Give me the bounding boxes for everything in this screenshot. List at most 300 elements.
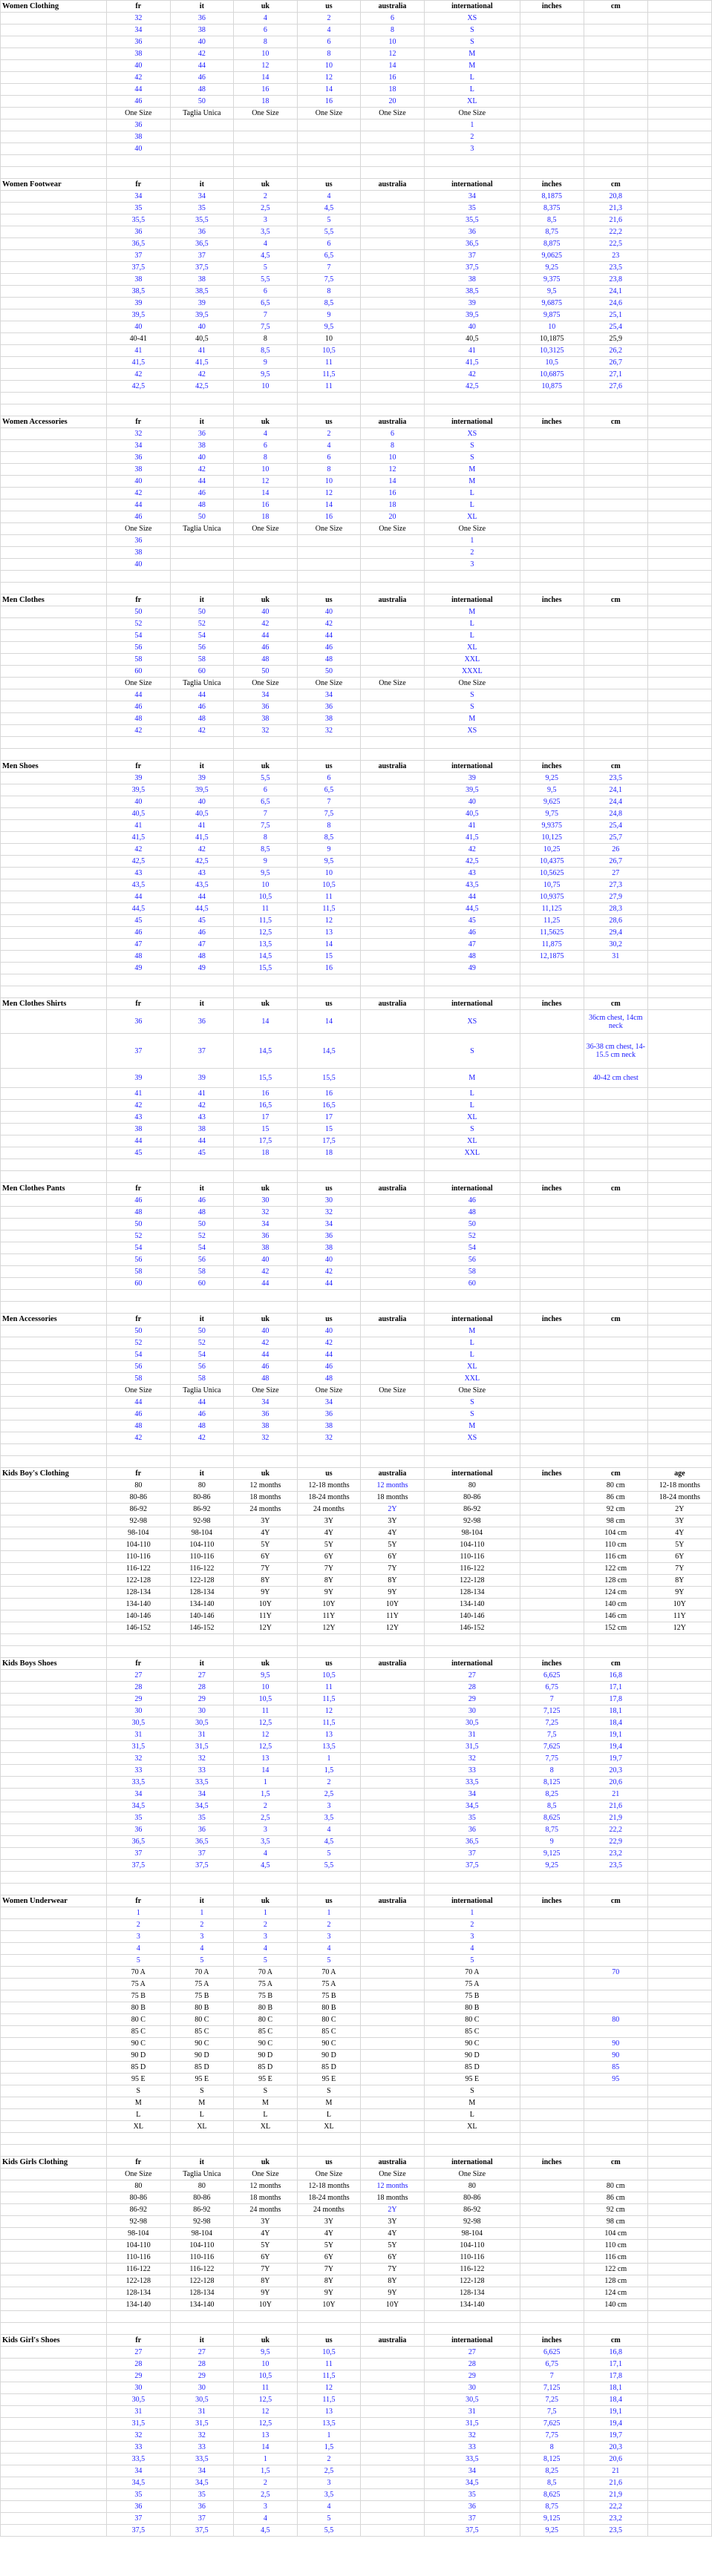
size-cell: 75 B: [106, 1990, 170, 2002]
empty-cell: [170, 1872, 233, 1884]
size-cell: [520, 1575, 584, 1587]
size-cell: [584, 1278, 647, 1290]
column-header: inches: [520, 2157, 584, 2169]
size-cell: [647, 262, 711, 274]
size-cell: 46: [170, 701, 233, 713]
size-cell: 7,5: [520, 1729, 584, 1741]
size-cell: 28,6: [584, 915, 647, 927]
size-cell: 12 months: [360, 2180, 424, 2192]
size-cell: [520, 1515, 584, 1527]
size-cell: [647, 2525, 711, 2537]
size-cell: 37,5: [106, 1860, 170, 1872]
size-cell: [360, 191, 424, 203]
column-header: [647, 2157, 711, 2169]
empty-cell: [233, 1302, 297, 1314]
size-cell: One Size: [106, 108, 170, 119]
size-cell: 85 D: [106, 2062, 170, 2074]
size-cell: 48: [106, 951, 170, 963]
size-cell: 28: [170, 1682, 233, 1694]
empty-cell: [297, 155, 360, 167]
size-cell: 18 months: [233, 1492, 297, 1504]
size-cell: 92-98: [425, 2216, 520, 2228]
size-cell: 52: [170, 1337, 233, 1349]
size-cell: 34: [425, 1789, 520, 1800]
size-cell: [520, 2097, 584, 2109]
section-title: Men Clothes Pants: [1, 1183, 107, 1195]
size-cell: 60: [170, 1278, 233, 1290]
size-cell: [647, 1337, 711, 1349]
size-cell: 5,5: [233, 773, 297, 784]
size-cell: 3: [297, 2477, 360, 2489]
size-cell: 3Y: [297, 1515, 360, 1527]
column-header: australia: [360, 998, 424, 1010]
size-cell: 128-134: [106, 1587, 170, 1599]
size-cell: 116-122: [170, 1563, 233, 1575]
size-cell: 2: [106, 1919, 170, 1931]
size-cell: 2,5: [233, 1812, 297, 1824]
size-cell: [360, 1860, 424, 1872]
size-cell: S: [425, 440, 520, 452]
size-cell: 8,25: [520, 2465, 584, 2477]
empty-cell: [425, 1302, 520, 1314]
empty-cell: [520, 2145, 584, 2157]
row-label: [1, 1325, 107, 1337]
size-cell: 30,5: [106, 2394, 170, 2406]
size-cell: 5Y: [360, 2240, 424, 2252]
size-cell: 43,5: [425, 879, 520, 891]
size-row: [1, 1397, 712, 1409]
size-cell: 11: [233, 903, 297, 915]
column-header: it: [170, 998, 233, 1010]
column-header: international: [425, 1314, 520, 1325]
size-cell: 3Y: [297, 2216, 360, 2228]
empty-cell: [425, 1884, 520, 1895]
empty-cell: [520, 1456, 584, 1468]
size-cell: [360, 2525, 424, 2537]
size-cell: 42: [297, 1266, 360, 1278]
size-cell: 34: [170, 191, 233, 203]
size-cell: 31: [584, 951, 647, 963]
row-label: [1, 131, 107, 143]
size-cell: 4Y: [360, 1527, 424, 1539]
size-cell: [520, 1622, 584, 1634]
size-row: [1, 1943, 712, 1955]
size-cell: 15,5: [233, 963, 297, 974]
row-label: [1, 2204, 107, 2216]
size-row: [1, 796, 712, 808]
size-cell: [520, 1219, 584, 1230]
size-cell: [584, 1242, 647, 1254]
size-cell: 12: [297, 915, 360, 927]
size-cell: 50: [170, 511, 233, 523]
size-cell: [647, 796, 711, 808]
empty-cell: [360, 1456, 424, 1468]
size-cell: [584, 1135, 647, 1147]
size-cell: [520, 523, 584, 535]
size-cell: 58: [106, 1373, 170, 1385]
row-label: [1, 60, 107, 72]
size-cell: 4: [106, 1943, 170, 1955]
section-header-row: [1, 179, 712, 191]
column-header: [647, 2335, 711, 2347]
size-cell: 46: [106, 1409, 170, 1420]
blank-row: [1, 1646, 712, 1658]
size-cell: [647, 654, 711, 666]
empty-cell: [520, 167, 584, 179]
size-cell: [360, 250, 424, 262]
row-label: [1, 1515, 107, 1527]
size-cell: 44: [297, 1349, 360, 1361]
size-cell: [520, 1551, 584, 1563]
size-cell: [360, 1349, 424, 1361]
size-row: [1, 559, 712, 571]
size-cell: [647, 1931, 711, 1943]
size-cell: 6: [233, 286, 297, 298]
size-cell: [647, 879, 711, 891]
size-cell: 22,2: [584, 1824, 647, 1836]
row-label: [1, 832, 107, 844]
size-cell: 17: [233, 1112, 297, 1124]
size-cell: 12 months: [233, 2180, 297, 2192]
size-cell: 35: [425, 2489, 520, 2501]
size-cell: 75 A: [106, 1979, 170, 1990]
row-label: [1, 226, 107, 238]
size-cell: 7Y: [297, 2264, 360, 2275]
size-cell: [647, 2442, 711, 2454]
size-cell: 8,125: [520, 2454, 584, 2465]
size-cell: [360, 1242, 424, 1254]
size-cell: 6,5: [233, 796, 297, 808]
size-cell: 39: [106, 773, 170, 784]
row-label: [1, 1266, 107, 1278]
size-cell: 36: [106, 36, 170, 48]
size-cell: M: [425, 713, 520, 725]
size-cell: [360, 1990, 424, 2002]
size-cell: [520, 1979, 584, 1990]
size-cell: 9Y: [233, 1587, 297, 1599]
size-cell: 38,5: [170, 286, 233, 298]
size-cell: 37,5: [170, 1860, 233, 1872]
size-cell: 3: [233, 1824, 297, 1836]
size-cell: [647, 1409, 711, 1420]
size-cell: 1: [233, 1777, 297, 1789]
size-cell: XXL: [425, 1373, 520, 1385]
size-cell: 42: [425, 844, 520, 856]
size-cell: [647, 1088, 711, 1100]
row-label: [1, 1207, 107, 1219]
size-cell: 33,5: [425, 1777, 520, 1789]
size-row: [1, 1789, 712, 1800]
size-cell: [360, 1670, 424, 1682]
empty-cell: [425, 1456, 520, 1468]
size-cell: 4,5: [297, 1836, 360, 1848]
empty-cell: [425, 1159, 520, 1171]
size-cell: [520, 1420, 584, 1432]
column-header: international: [425, 761, 520, 773]
row-label: [1, 274, 107, 286]
size-cell: 40: [425, 796, 520, 808]
size-cell: [647, 2264, 711, 2275]
column-header: uk: [233, 1895, 297, 1907]
size-cell: 14: [233, 2442, 297, 2454]
column-header: [647, 1183, 711, 1195]
size-cell: 58: [106, 1266, 170, 1278]
size-cell: [360, 119, 424, 131]
size-cell: 6,75: [520, 2359, 584, 2370]
column-header: international: [425, 1895, 520, 1907]
size-cell: [647, 1729, 711, 1741]
empty-cell: [360, 749, 424, 761]
empty-cell: [360, 1634, 424, 1646]
size-cell: 116-122: [425, 1563, 520, 1575]
size-cell: 80 C: [170, 2014, 233, 2026]
size-cell: [520, 1278, 584, 1290]
size-cell: 13,5: [233, 939, 297, 951]
size-cell: 43: [106, 1112, 170, 1124]
size-cell: 4: [297, 440, 360, 452]
size-cell: [520, 131, 584, 143]
empty-cell: [584, 1302, 647, 1314]
empty-cell: [233, 2323, 297, 2335]
column-header: it: [170, 1658, 233, 1670]
size-cell: 24,8: [584, 808, 647, 820]
size-cell: 95 E: [233, 2074, 297, 2085]
size-cell: [360, 808, 424, 820]
empty-cell: [1, 1884, 107, 1895]
empty-cell: [584, 404, 647, 416]
empty-cell: [170, 1884, 233, 1895]
size-cell: 86-92: [106, 1504, 170, 1515]
size-cell: [520, 2085, 584, 2097]
row-label: [1, 808, 107, 820]
size-cell: 11,5: [297, 1717, 360, 1729]
column-header: inches: [520, 1658, 584, 1670]
size-cell: 80 B: [170, 2002, 233, 2014]
row-label: [1, 1480, 107, 1492]
size-cell: [360, 844, 424, 856]
size-cell: [520, 2180, 584, 2192]
empty-cell: [1, 2133, 107, 2145]
size-cell: [647, 2180, 711, 2192]
size-cell: 9,5: [233, 2347, 297, 2359]
size-row: [1, 357, 712, 369]
size-cell: 34: [170, 2465, 233, 2477]
size-cell: [360, 1361, 424, 1373]
empty-cell: [297, 1444, 360, 1456]
section-header-row: [1, 1468, 712, 1480]
size-cell: 34: [106, 440, 170, 452]
size-cell: 30,5: [425, 1717, 520, 1729]
size-cell: [520, 96, 584, 108]
size-cell: One Size: [425, 523, 520, 535]
size-cell: 11,125: [520, 903, 584, 915]
size-row: [1, 96, 712, 108]
size-cell: S: [425, 689, 520, 701]
row-label: [1, 1575, 107, 1587]
size-cell: 38: [170, 1124, 233, 1135]
row-label: [1, 891, 107, 903]
empty-cell: [584, 737, 647, 749]
size-cell: [647, 1266, 711, 1278]
size-row: [1, 1610, 712, 1622]
size-cell: L: [425, 1337, 520, 1349]
empty-cell: [106, 1634, 170, 1646]
column-header: australia: [360, 1895, 424, 1907]
size-cell: 42,5: [170, 381, 233, 393]
empty-cell: [360, 2311, 424, 2323]
size-cell: 7,75: [520, 2430, 584, 2442]
size-row: [1, 2442, 712, 2454]
size-cell: [520, 13, 584, 24]
size-cell: 2: [233, 191, 297, 203]
size-cell: [584, 1409, 647, 1420]
size-cell: 5: [297, 1848, 360, 1860]
row-label: [1, 2442, 107, 2454]
size-cell: [647, 214, 711, 226]
size-cell: 11,5: [297, 2394, 360, 2406]
size-cell: 8,5: [520, 2477, 584, 2489]
size-cell: 85 D: [297, 2062, 360, 2074]
section-header-row: [1, 761, 712, 773]
size-row: [1, 108, 712, 119]
size-cell: 36: [233, 701, 297, 713]
size-cell: [520, 2264, 584, 2275]
size-cell: 26: [584, 844, 647, 856]
row-label: [1, 1361, 107, 1373]
size-cell: 34,5: [170, 2477, 233, 2489]
size-cell: 40: [297, 1325, 360, 1337]
size-cell: 32: [425, 2430, 520, 2442]
size-cell: 14: [297, 939, 360, 951]
size-cell: 12 months: [360, 1480, 424, 1492]
row-label: [1, 963, 107, 974]
size-cell: 46: [170, 1195, 233, 1207]
empty-cell: [297, 583, 360, 594]
empty-cell: [425, 737, 520, 749]
row-label: [1, 1420, 107, 1432]
size-cell: 46: [170, 927, 233, 939]
empty-cell: [360, 404, 424, 416]
size-cell: [584, 1088, 647, 1100]
size-cell: 8,625: [520, 1812, 584, 1824]
size-cell: 80 B: [233, 2002, 297, 2014]
empty-cell: [297, 2145, 360, 2157]
size-cell: [647, 2062, 711, 2074]
column-header: fr: [106, 2157, 170, 2169]
size-row: [1, 1599, 712, 1610]
size-cell: [360, 796, 424, 808]
size-cell: [647, 2370, 711, 2382]
size-row: [1, 333, 712, 345]
column-header: australia: [360, 179, 424, 191]
size-cell: [520, 630, 584, 642]
size-cell: 1: [297, 1907, 360, 1919]
size-cell: 13: [297, 927, 360, 939]
size-cell: 19,1: [584, 1729, 647, 1741]
size-cell: 29: [106, 2370, 170, 2382]
size-row: [1, 250, 712, 262]
size-row: [1, 773, 712, 784]
size-cell: 4,5: [233, 1860, 297, 1872]
size-row: [1, 725, 712, 737]
size-cell: 122-128: [425, 2275, 520, 2287]
size-row: [1, 238, 712, 250]
size-cell: [647, 1124, 711, 1135]
size-cell: 15: [233, 1124, 297, 1135]
size-cell: 44: [170, 60, 233, 72]
size-cell: 80 cm: [584, 1480, 647, 1492]
size-cell: 46: [425, 1195, 520, 1207]
size-cell: M: [425, 60, 520, 72]
size-cell: 34: [106, 2465, 170, 2477]
size-cell: [647, 488, 711, 499]
size-cell: 23,5: [584, 773, 647, 784]
size-cell: 80: [170, 2180, 233, 2192]
empty-cell: [170, 1646, 233, 1658]
size-cell: [647, 2501, 711, 2513]
size-cell: 38: [170, 274, 233, 286]
column-header: international: [425, 594, 520, 606]
section-header-row: [1, 416, 712, 428]
size-cell: 26,7: [584, 856, 647, 868]
size-cell: 39: [425, 773, 520, 784]
size-row: [1, 1694, 712, 1705]
row-label: [1, 2050, 107, 2062]
column-header: us: [297, 1, 360, 13]
size-cell: [647, 856, 711, 868]
size-cell: 6: [297, 238, 360, 250]
size-cell: [360, 1254, 424, 1266]
size-cell: 30: [233, 1195, 297, 1207]
size-cell: 48: [170, 499, 233, 511]
size-cell: 8,5: [520, 1800, 584, 1812]
size-cell: [360, 2074, 424, 2085]
size-cell: 8,75: [520, 1824, 584, 1836]
size-cell: One Size: [233, 1385, 297, 1397]
size-cell: [360, 309, 424, 321]
size-cell: XL: [170, 2121, 233, 2133]
size-cell: 104 cm: [584, 1527, 647, 1539]
size-cell: M: [425, 1420, 520, 1432]
column-header: [647, 761, 711, 773]
size-cell: [360, 2454, 424, 2465]
size-cell: 40,5: [425, 808, 520, 820]
size-cell: [360, 2002, 424, 2014]
size-cell: 8,875: [520, 238, 584, 250]
size-cell: 25,4: [584, 820, 647, 832]
size-cell: [647, 1907, 711, 1919]
size-cell: 3: [170, 1931, 233, 1943]
row-label: [1, 2477, 107, 2489]
size-cell: 14: [360, 60, 424, 72]
empty-cell: [360, 155, 424, 167]
size-cell: 122 cm: [584, 1563, 647, 1575]
size-cell: 8: [233, 333, 297, 345]
size-cell: 8: [233, 832, 297, 844]
empty-cell: [106, 1159, 170, 1171]
size-cell: 80: [425, 1480, 520, 1492]
size-cell: 36: [170, 2501, 233, 2513]
size-row: [1, 1539, 712, 1551]
size-cell: 5,5: [297, 2525, 360, 2537]
size-cell: 7,125: [520, 2382, 584, 2394]
row-label: [1, 1717, 107, 1729]
size-cell: [520, 2014, 584, 2026]
size-cell: 47: [106, 939, 170, 951]
size-cell: 70 A: [297, 1967, 360, 1979]
size-cell: 7Y: [233, 2264, 297, 2275]
size-cell: XXL: [425, 1147, 520, 1159]
